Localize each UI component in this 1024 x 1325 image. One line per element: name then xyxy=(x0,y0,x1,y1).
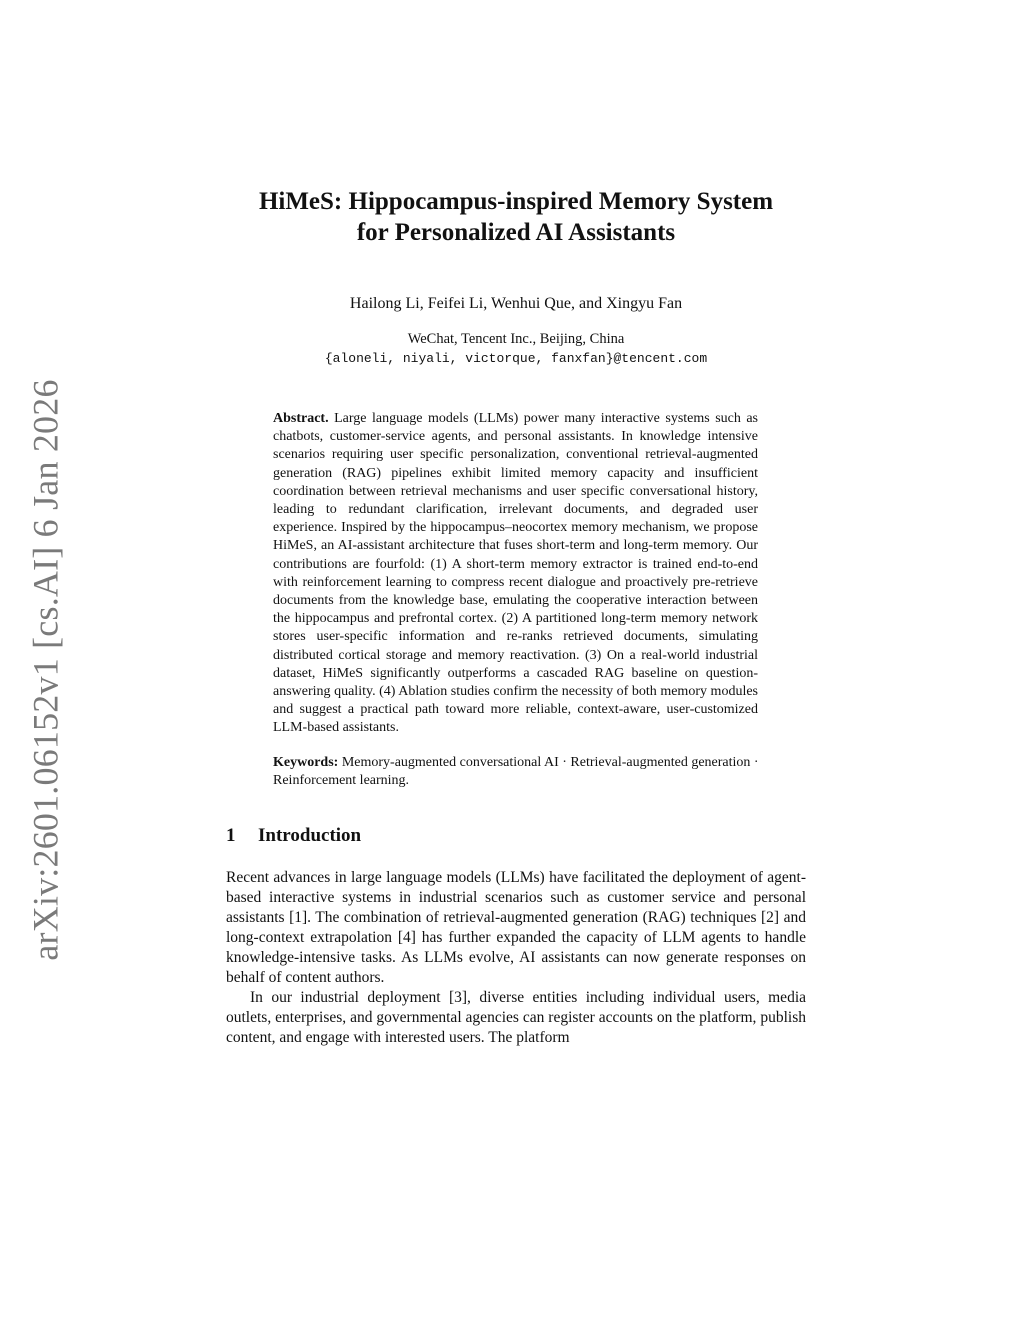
author-list: Hailong Li, Feifei Li, Wenhui Que, and Xingyu Fan xyxy=(349,295,683,312)
affiliation: WeChat, Tencent Inc., Beijing, China xyxy=(407,331,625,347)
paper-page xyxy=(226,186,806,1048)
arxiv-identifier-text: arXiv:2601.06152v1 [cs.AI] 6 Jan 2026 xyxy=(26,379,66,961)
abstract-text: Large language models (LLMs) power many interactive systems such as chatbots, customer-service agents, and personal assistants. In knowledge intensive scenarios requiring user specific personalization, conventional retrieval-augmented generation (RAG) pipelines exhibit limited memory capacity and insufficient coordination between retrieval mechanisms and user specific conversational history, leading to redundant clarification, irrelevant documents, and degraded user experience. Inspired by the hippocampus–neocortex memory mechanism, we propose HiMeS, an AI-assistant architecture that fuses short-term and long-term memory. Our contributions are fourfold: (1) A short-term memory extractor is trained end-to-end with reinforcement learning to compress recent dialogue and proactively pre-retrieve documents from the knowledge base, emulating the cooperative interaction between the hippocampus and prefrontal cortex. (2) A partitioned long-term memory network stores user-specific information and re-ranks retrieved documents, simulating distributed cortical storage and memory reactivation. (3) On a real-world industrial dataset, HiMeS significantly outperforms a cascaded RAG baseline on question-answering quality. (4) Ablation studies confirm the necessity of both memory modules and suggest a practical path toward more reliable, context-aware, user-customized LLM-based assistants. xyxy=(273,411,759,736)
paper-title-line-2: for Personalized AI Assistants xyxy=(356,219,676,246)
section-title: Introduction xyxy=(258,824,362,846)
section-heading-introduction xyxy=(226,824,806,848)
arxiv-identifier-stamp xyxy=(20,379,72,961)
author-emails: {aloneli, niyali, victorque, fanxfan}@tencent.com xyxy=(324,351,708,366)
intro-paragraph-2: In our industrial deployment [3], diverse entities including individual users, media outlets, enterprises, and governmental agencies can register accounts on the platform, publish content, and engage with interested users. The platform xyxy=(226,988,806,1046)
section-number: 1 xyxy=(226,824,236,846)
paper-title xyxy=(226,186,806,248)
keywords xyxy=(273,754,766,791)
keywords-label: Keywords: xyxy=(273,754,339,770)
abstract xyxy=(273,410,758,738)
abstract-label: Abstract. xyxy=(273,411,329,426)
intro-paragraph-1: Recent advances in large language models (LLMs) have facilitated the deployment of agent-based interactive systems in industrial scenarios such as customer service and personal assistants [1]. The combination of retrieval-augmented generation (RAG) techniques [2] and long-context extrapolation [4] has further expanded the capacity of LLM agents to handle knowledge-intensive tasks. As LLMs evolve, AI assistants can now generate responses on behalf of content authors. xyxy=(226,868,806,986)
paper-title-line-1: HiMeS: Hippocampus-inspired Memory System xyxy=(258,188,774,215)
keywords-text: Memory-augmented conversational AI · Retrieval-augmented generation · Reinforcement learning. xyxy=(273,754,759,789)
